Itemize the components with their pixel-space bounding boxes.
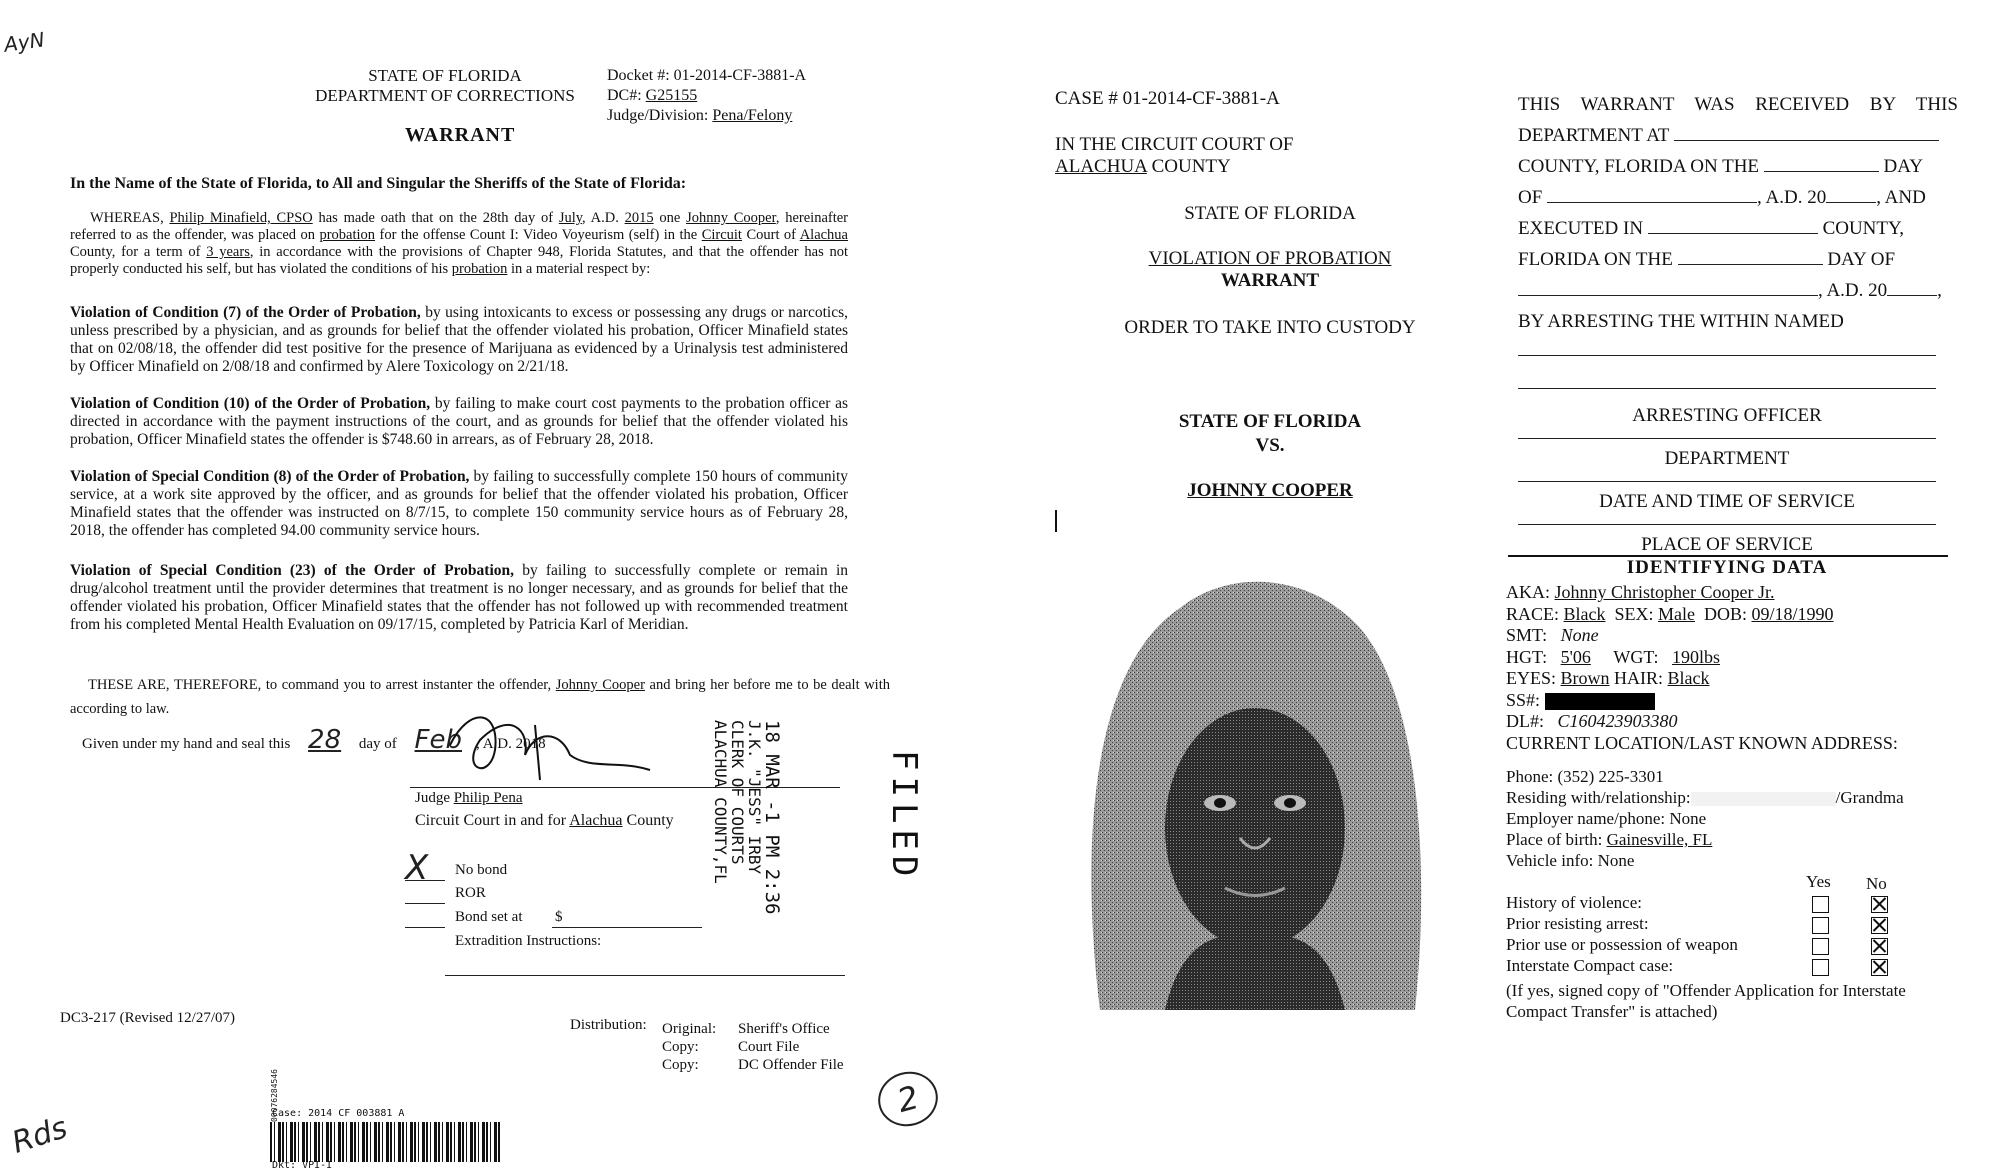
handwritten-initials-top: AyN	[2, 27, 46, 57]
barcode-docket: Dkt: VPI-I	[272, 1160, 333, 1171]
no-header: No	[1866, 874, 1887, 893]
docket-line: Docket #: 01-2014-CF-3881-A	[607, 67, 807, 84]
salutation: In the Name of the State of Florida, to All and Singular the Sheriffs of the State of Florida:	[70, 175, 687, 192]
service-time-label: DATE AND TIME OF SERVICE	[1599, 491, 1855, 512]
compact-note: (If yes, signed copy of "Offender Application for Interstate Compact Transfer" is attached)	[1506, 981, 1906, 1021]
phone-line: Phone: (352) 225-3301	[1506, 767, 1664, 786]
barcode-id: 00076284546	[270, 1069, 279, 1122]
versus-block: STATE OF FLORIDA VS.	[1178, 411, 1362, 456]
distribution-row: Copy: Court File	[662, 1039, 800, 1055]
resisting-no-checkbox[interactable]	[1871, 917, 1888, 934]
court-line: IN THE CIRCUIT COURT OF ALACHUA COUNTY	[1055, 134, 1294, 177]
question-resisting: Prior resisting arrest:	[1506, 914, 1649, 933]
whereas-paragraph: WHEREAS, Philip Minafield, CPSO has made oath that on the 28th day of July, A.D. 2015 one Johnny Cooper, hereinafter referred to as the offender, was placed on probation for the offense Count I: Video Voyeurism (self) in the Circuit Court of Alachua County, for a term of 3 years, in accordance with the provisions of Chapter 948, Florida Statutes, and that the offender has not properly conducted his self, but has violated the conditions of his probation in a material respect by:	[70, 210, 849, 277]
circuit-court-line: Circuit Court in and for Alachua County	[415, 812, 674, 829]
place-of-service-label: PLACE OF SERVICE	[1641, 534, 1813, 555]
clerk-stamp: 18 MAR -1 PM 2:36 J.K. "JESS" IRBY CLERK OF COURTS ALACHUA COUNTY,FL	[711, 720, 783, 915]
state-heading: STATE OF FLORIDA	[1184, 203, 1356, 224]
judge-signature	[440, 700, 660, 790]
distribution-row: Original: Sheriff's Office	[662, 1021, 830, 1037]
distribution-label: Distribution:	[570, 1017, 647, 1033]
compact-yes-checkbox[interactable]	[1812, 959, 1829, 976]
mugshot-photo	[1070, 548, 1440, 1010]
command-paragraph: THESE ARE, THEREFORE, to command you to arrest instanter the offender, Johnny Cooper and bring her before me to be dealt with according to law.	[70, 677, 890, 717]
vehicle-line: Vehicle info: None	[1506, 851, 1635, 870]
birthplace-line: Place of birth: Gainesville, FL	[1506, 830, 1713, 849]
bond-amount-line	[552, 927, 702, 928]
distribution-row: Copy: DC Offender File	[662, 1057, 844, 1073]
no-bond-check-mark: X	[405, 848, 429, 888]
department-line	[1518, 481, 1936, 482]
question-violence: History of violence:	[1506, 893, 1642, 912]
ror-label: ROR	[455, 885, 486, 901]
extradition-label: Extradition Instructions:	[455, 933, 602, 949]
bond-set-blank	[405, 927, 445, 928]
identifying-data-title: IDENTIFYING DATA	[1626, 557, 1828, 578]
violence-yes-checkbox[interactable]	[1812, 896, 1829, 913]
bond-set-label: Bond set at	[455, 909, 523, 925]
identifying-data: AKA: Johnny Christopher Cooper Jr. RACE: Black SEX: Male DOB: 09/18/1990 SMT: None HGT: 5'06 WGT: 190lbs EYES: Brown HAIR: Black SS#: DL#: C160423903380 CURRENT LOCATION/LAST KNOWN ADDRESS:	[1506, 582, 1898, 753]
dc-line: DC#: G25155	[607, 87, 698, 104]
department-label: DEPARTMENT	[1664, 448, 1790, 469]
circled-page-number: 2	[872, 1065, 944, 1133]
judge-name-line: Judge Philip Pena	[415, 790, 523, 806]
compact-no-checkbox[interactable]	[1871, 959, 1888, 976]
arresting-officer-label: ARRESTING OFFICER	[1632, 405, 1822, 426]
no-bond-blank	[405, 880, 445, 881]
handwritten-initials-bottom: Rds	[7, 1110, 72, 1161]
weapon-no-checkbox[interactable]	[1871, 938, 1888, 955]
given-line: Given under my hand and seal this 28 day of Feb , A.D. 2018	[82, 725, 546, 755]
form-id: DC3-217 (Revised 12/27/07)	[60, 1010, 235, 1026]
employer-line: Employer name/phone: None	[1506, 809, 1707, 828]
resisting-yes-checkbox[interactable]	[1812, 917, 1829, 934]
receipt-block: THIS WARRANT WAS RECEIVED BY THIS DEPARTMENT AT COUNTY, FLORIDA ON THE DAY OF , A.D. 20 , AND EXECUTED IN COUNTY, FLORIDA ON THE DAY OF , A.D. 20 , BY ARRESTING THE WITHIN NAMED	[1518, 94, 1958, 332]
no-bond-label: No bond	[455, 862, 508, 878]
vop-title: VIOLATION OF PROBATION WARRANT	[1148, 248, 1392, 291]
redacted-ssn	[1545, 693, 1655, 710]
barcode	[270, 1122, 500, 1162]
violence-no-checkbox[interactable]	[1871, 896, 1888, 913]
arrest-line-1	[1518, 355, 1936, 356]
agency-line-1: STATE OF FLORIDA	[368, 66, 522, 85]
judge-line: Judge/Division: Pena/Felony	[607, 107, 793, 124]
margin-mark	[1055, 510, 1057, 532]
violation-1: Violation of Condition (7) of the Order of Probation, by using intoxicants to excess or possessing any drugs or narcotics, unless prescribed by a physician, and as grounds for belief that the offender violated his probation, Officer Minafield states that on 02/08/18, the offender did test positive for the presence of Marijuana as evidenced by a Urinalysis test administered by Officer Minafield on 2/08/18 and confirmed by Alere Toxicology on 2/21/18.	[70, 304, 848, 375]
weapon-yes-checkbox[interactable]	[1812, 938, 1829, 955]
violation-4: Violation of Special Condition (23) of the Order of Probation, by failing to successfully complete or remain in drug/alcohol treatment until the provider determines that treatment is no longer necessary, and as grounds for belief that the offender violated his probation, Officer Minafield states that the offender has not followed up with recommended treatment from his completed Mental Health Evaluation on 09/17/15, completed by Patricia Karl of Meridian.	[70, 562, 849, 633]
warrant-title: WARRANT	[405, 124, 516, 146]
violation-3: Violation of Special Condition (8) of the Order of Probation, by failing to successfully complete 150 hours of community service, at a work site approved by the officer, and as grounds for belief that the offender violated his probation, Officer Minafield states that the offender was instructed on 8/7/15, to complete 150 community service hours as of February 28, 2018, the offender has completed 94.00 community service hours.	[70, 468, 849, 539]
case-number: CASE # 01-2014-CF-3881-A	[1055, 88, 1280, 109]
officer-line	[1518, 438, 1936, 439]
defendant-name: JOHNNY COOPER	[1187, 480, 1353, 501]
arrest-line-2	[1518, 388, 1936, 389]
extradition-line	[445, 975, 845, 976]
case-barcode-label: Case: 2014 CF 003881 A	[272, 1108, 405, 1119]
bond-dollar-sign: $	[555, 909, 563, 925]
filed-stamp: FILED	[884, 750, 924, 883]
case-info	[607, 66, 806, 126]
distribution-list	[662, 1020, 844, 1074]
violation-2: Violation of Condition (10) of the Order of Probation, by failing to make court cost payments to the probation officer as directed in accordance with the payment instructions of the court, and as grounds for belief that the offender violated his probation, Officer Minafield states the offender is $748.60 in arrears, as of February 28, 2018.	[70, 395, 848, 448]
yes-header: Yes	[1806, 872, 1831, 891]
question-compact: Interstate Compact case:	[1506, 956, 1674, 975]
ror-blank	[405, 903, 445, 904]
residing-line: Residing with/relationship: /Grandma	[1506, 788, 1904, 807]
service-time-line	[1518, 524, 1936, 525]
question-weapon: Prior use or possession of weapon	[1506, 935, 1738, 954]
handwritten-month: Feb	[414, 725, 463, 755]
agency-header	[290, 66, 600, 106]
custody-order: ORDER TO TAKE INTO CUSTODY	[1124, 317, 1416, 338]
handwritten-day: 28	[308, 725, 342, 755]
redacted-name	[1691, 792, 1836, 806]
agency-line-2: DEPARTMENT OF CORRECTIONS	[315, 86, 575, 105]
